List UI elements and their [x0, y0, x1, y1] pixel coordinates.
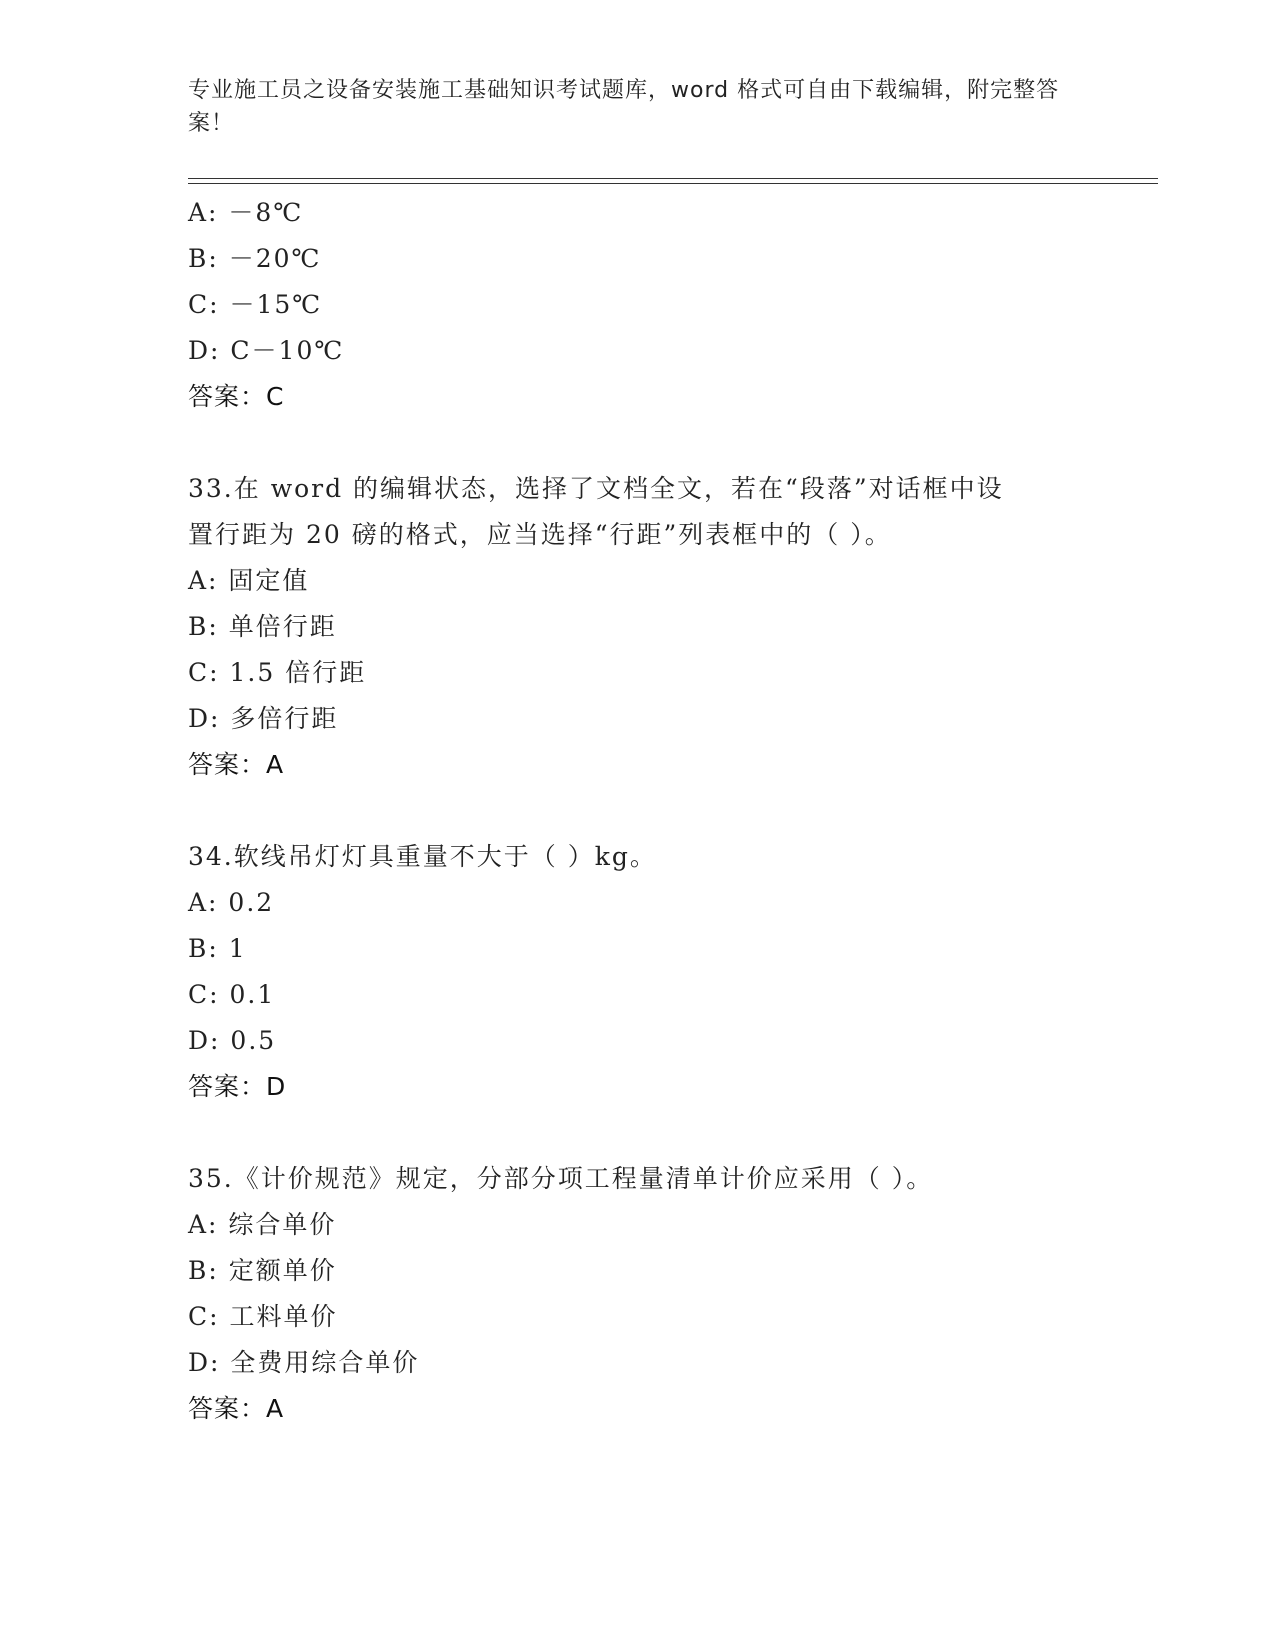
- q33-question-line-1: 33.在 word 的编辑状态，选择了文档全文，若在“段落”对话框中设: [188, 474, 1004, 503]
- q35-option-c: C: 工料单价: [188, 1302, 338, 1331]
- q34-answer: 答案：D: [188, 1072, 287, 1101]
- q35-answer: 答案：A: [188, 1394, 285, 1423]
- q35-option-a: A: 综合单价: [188, 1210, 337, 1239]
- q32-answer: 答案：C: [188, 382, 285, 411]
- q34-question: 34.软线吊灯灯具重量不大于（ ）kg。: [188, 842, 657, 871]
- question-34-block: [188, 834, 1088, 1110]
- q34-option-d: D: 0.5: [188, 1026, 277, 1055]
- q34-option-c: C: 0.1: [188, 980, 276, 1009]
- document-header: 专业施工员之设备安装施工基础知识考试题库，word 格式可自由下载编辑，附完整答案！: [188, 78, 1060, 136]
- header-divider-bottom: [188, 183, 1158, 184]
- question-35-block: [188, 1156, 1088, 1432]
- q32-option-d: D: C－10℃: [188, 336, 345, 365]
- q35-option-d: D: 全费用综合单价: [188, 1348, 420, 1377]
- question-32-block: [188, 190, 1088, 420]
- q34-option-b: B: 1: [188, 934, 247, 963]
- question-list: [188, 190, 1088, 1432]
- q33-option-a: A: 固定值: [188, 566, 310, 595]
- q33-answer: 答案：A: [188, 750, 285, 779]
- spacer: [188, 1110, 1088, 1156]
- q35-question: 35.《计价规范》规定，分部分项工程量清单计价应采用（ ）。: [188, 1164, 934, 1193]
- q34-option-a: A: 0.2: [188, 888, 275, 917]
- q33-option-b: B: 单倍行距: [188, 612, 337, 641]
- q32-option-b: B: －20℃: [188, 244, 322, 273]
- q32-option-c: C: －15℃: [188, 290, 323, 319]
- q33-question-line-2: 置行距为 20 磅的格式，应当选择“行距”列表框中的（ ）。: [188, 520, 892, 549]
- q33-option-c: C: 1.5 倍行距: [188, 658, 367, 687]
- header-divider-top: [188, 178, 1158, 179]
- q33-option-d: D: 多倍行距: [188, 704, 339, 733]
- q35-option-b: B: 定额单价: [188, 1256, 337, 1285]
- spacer: [188, 420, 1088, 466]
- q32-option-a: A: －8℃: [188, 198, 304, 227]
- question-33-block: [188, 466, 1088, 788]
- spacer: [188, 788, 1088, 834]
